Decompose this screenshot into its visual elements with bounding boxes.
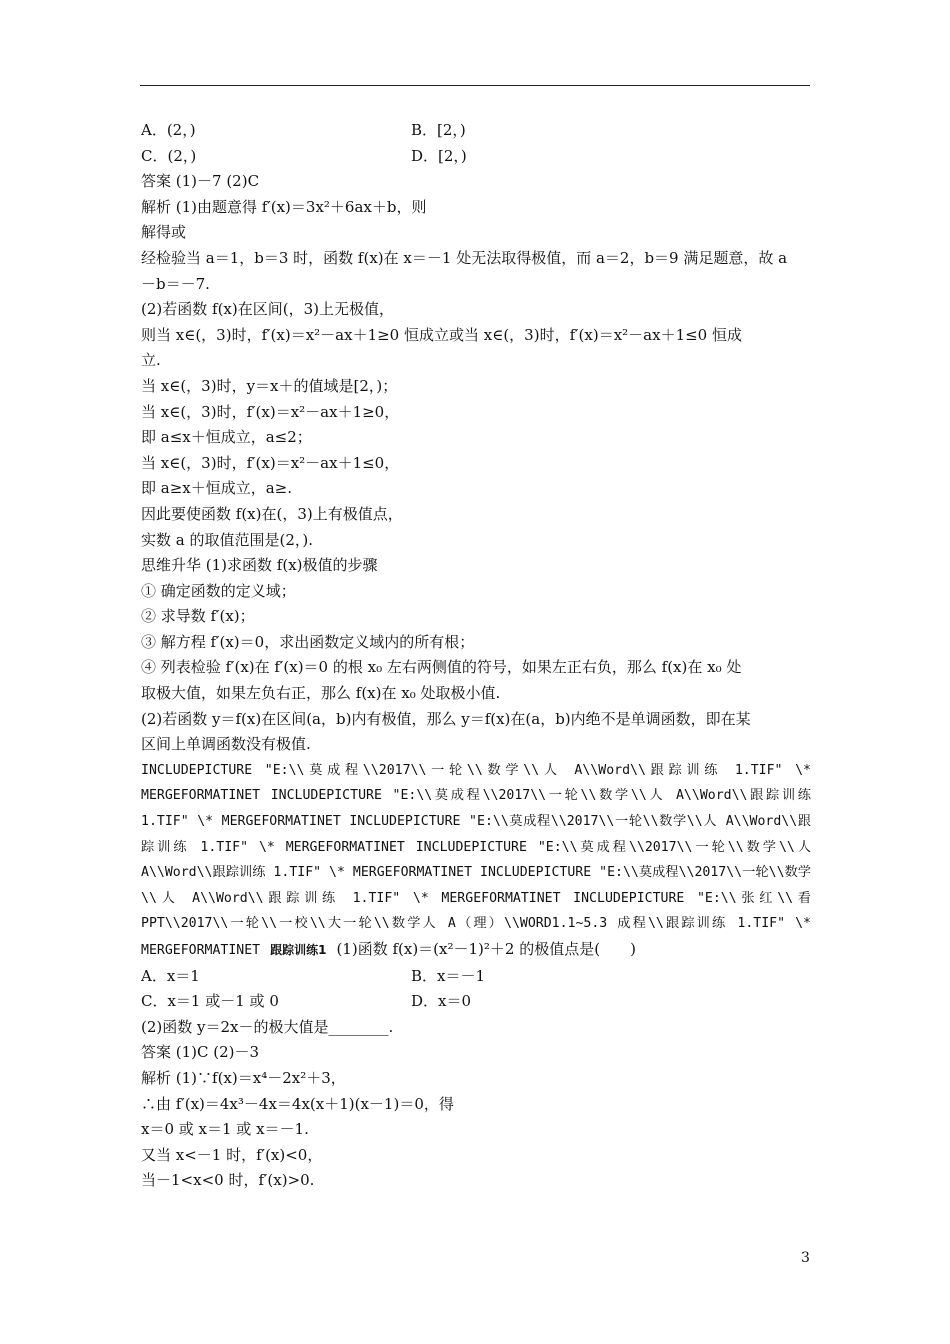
summary-note: (2)若函数 y＝f(x)在区间(a，b)内有极值，那么 y＝f(x)在(a，b)内绝不是单调函数，即在某 (141, 709, 751, 728)
summary-note: 区间上单调函数没有极值. (141, 735, 311, 754)
summary-heading: 思维升华 (1)求函数 f(x)极值的步骤 (141, 556, 378, 575)
include-picture-block (141, 758, 811, 964)
practice-solution-line: x＝0 或 x＝1 或 x＝－1. (141, 1120, 309, 1139)
practice-answer: 答案 (1)C (2)－3 (141, 1043, 260, 1062)
solution-line: 因此要使函数 f(x)在(，3)上有极值点， (141, 504, 403, 523)
solution-line: 则当 x∈(，3)时，f′(x)＝x²－ax＋1≥0 恒成立或当 x∈(，3)时，f′(x)＝x²－ax＋1≤0 恒成 (141, 325, 742, 344)
solution-line: 当 x∈(，3)时，f′(x)＝x²－ax＋1≥0， (141, 402, 400, 421)
summary-step: ① 确定函数的定义域； (141, 581, 296, 600)
solution-line: 解析 (1)由题意得 f′(x)＝3x²＋6ax＋b，则 (141, 197, 427, 216)
practice-solution-line: ∴由 f′(x)＝4x³－4x＝4x(x＋1)(x－1)＝0，得 (141, 1094, 454, 1113)
solution-line: (2)若函数 f(x)在区间(，3)上无极值， (141, 300, 394, 319)
options-row-2 (141, 144, 811, 170)
practice-question-2: (2)函数 y＝2x－的极大值是________. (141, 1017, 394, 1036)
summary-step: 取极大值，如果左负右正，那么 f(x)在 x₀ 处取极小值. (141, 684, 501, 703)
solution-line: 即 a≤x＋恒成立，a≤2； (141, 428, 312, 447)
option-b: B．[2，) (411, 121, 466, 139)
solution-line: 解得或 (141, 223, 187, 242)
practice-options-row-1 (141, 964, 811, 990)
solution-line: 实数 a 的取值范围是(2，). (141, 530, 313, 549)
solution-block (141, 195, 811, 758)
practice-solution-line: 解析 (1)∵f(x)＝x⁴－2x²＋3， (141, 1068, 346, 1087)
option-d: D．[2，) (411, 146, 467, 165)
header-rule (140, 85, 810, 86)
page-content (141, 118, 811, 1194)
practice-badge: 跟踪训练1 (270, 943, 327, 957)
options-row-1 (141, 118, 811, 144)
practice-option-a: A．x＝1 (141, 966, 200, 985)
summary-step: ② 求导数 f′(x)； (141, 607, 255, 626)
solution-line: 立. (141, 351, 161, 370)
practice-option-b: B．x＝－1 (411, 966, 486, 985)
practice-solution-line: 又当 x<－1 时，f′(x)<0， (141, 1145, 323, 1164)
solution-line: 即 a≥x＋恒成立，a≥. (141, 479, 293, 498)
summary-step: ④ 列表检验 f′(x)在 f′(x)＝0 的根 x₀ 左右两侧值的符号，如果左正右负，那么 f(x)在 x₀ 处 (141, 658, 742, 677)
practice-option-c: C．x＝1 或－1 或 0 (141, 992, 279, 1011)
practice-question-1: (1)函数 f(x)＝(x²－1)²＋2 的极值点是( ) (336, 940, 636, 958)
answer-line: 答案 (1)－7 (2)C (141, 172, 260, 191)
practice-option-d: D．x＝0 (411, 992, 472, 1011)
solution-line: 当 x∈(，3)时，f′(x)＝x²－ax＋1≤0， (141, 453, 400, 472)
solution-line: －b＝－7. (141, 274, 210, 293)
solution-line: 当 x∈(，3)时，y＝x＋的值域是[2，)； (141, 376, 398, 395)
solution-line: 经检验当 a＝1，b＝3 时，函数 f(x)在 x＝－1 处无法取得极值，而 a＝2，b＝9 满足题意，故 a (141, 248, 788, 267)
page-number: 3 (801, 1250, 810, 1266)
include-picture-text: INCLUDEPICTURE "E:\\莫成程\\2017\\一轮\\数学\\人 A\\Word\\跟踪训练 1.TIF" \* MERGEFORMATINET INCLUDEPICTURE "E:\\莫成程\\2017\\一轮\\数学\\人 A\\Word\\跟踪训练 1.TIF" \* MERGEFORMATINET INCLUDEPICTURE "E:\\莫成程\\2017\\一轮\\数学\\人 A\\Word\\跟踪训练 1.TIF" \* MERGEFORMATINET INCLUDEPICTURE "E:\\莫成程\\2017\\一轮\\数学\\人 A\\Word\\跟踪训练 1.TIF" \* MERGEFORMATINET INCLUDEPICTURE "E:\\莫成程\\2017\\一轮\\数学\\人 A\\Word\\跟踪训练 1.TIF" \* MERGEFORMATINET INCLUDEPICTURE "E:\\张红\\看 PPT\\2017\\一轮\\一校\\大一轮\\数学人 A（理）\\WORD1.1~5.3 成程\\跟踪训练 1.TIF" \* MERGEFORMATINET (141, 762, 811, 958)
option-a: A．(2，) (141, 121, 196, 139)
summary-step: ③ 解方程 f′(x)＝0，求出函数定义域内的所有根； (141, 632, 475, 651)
practice-solution-line: 当－1<x<0 时，f′(x)>0. (141, 1171, 315, 1190)
option-c: C．(2，) (141, 146, 197, 165)
practice-options-row-2 (141, 989, 811, 1015)
